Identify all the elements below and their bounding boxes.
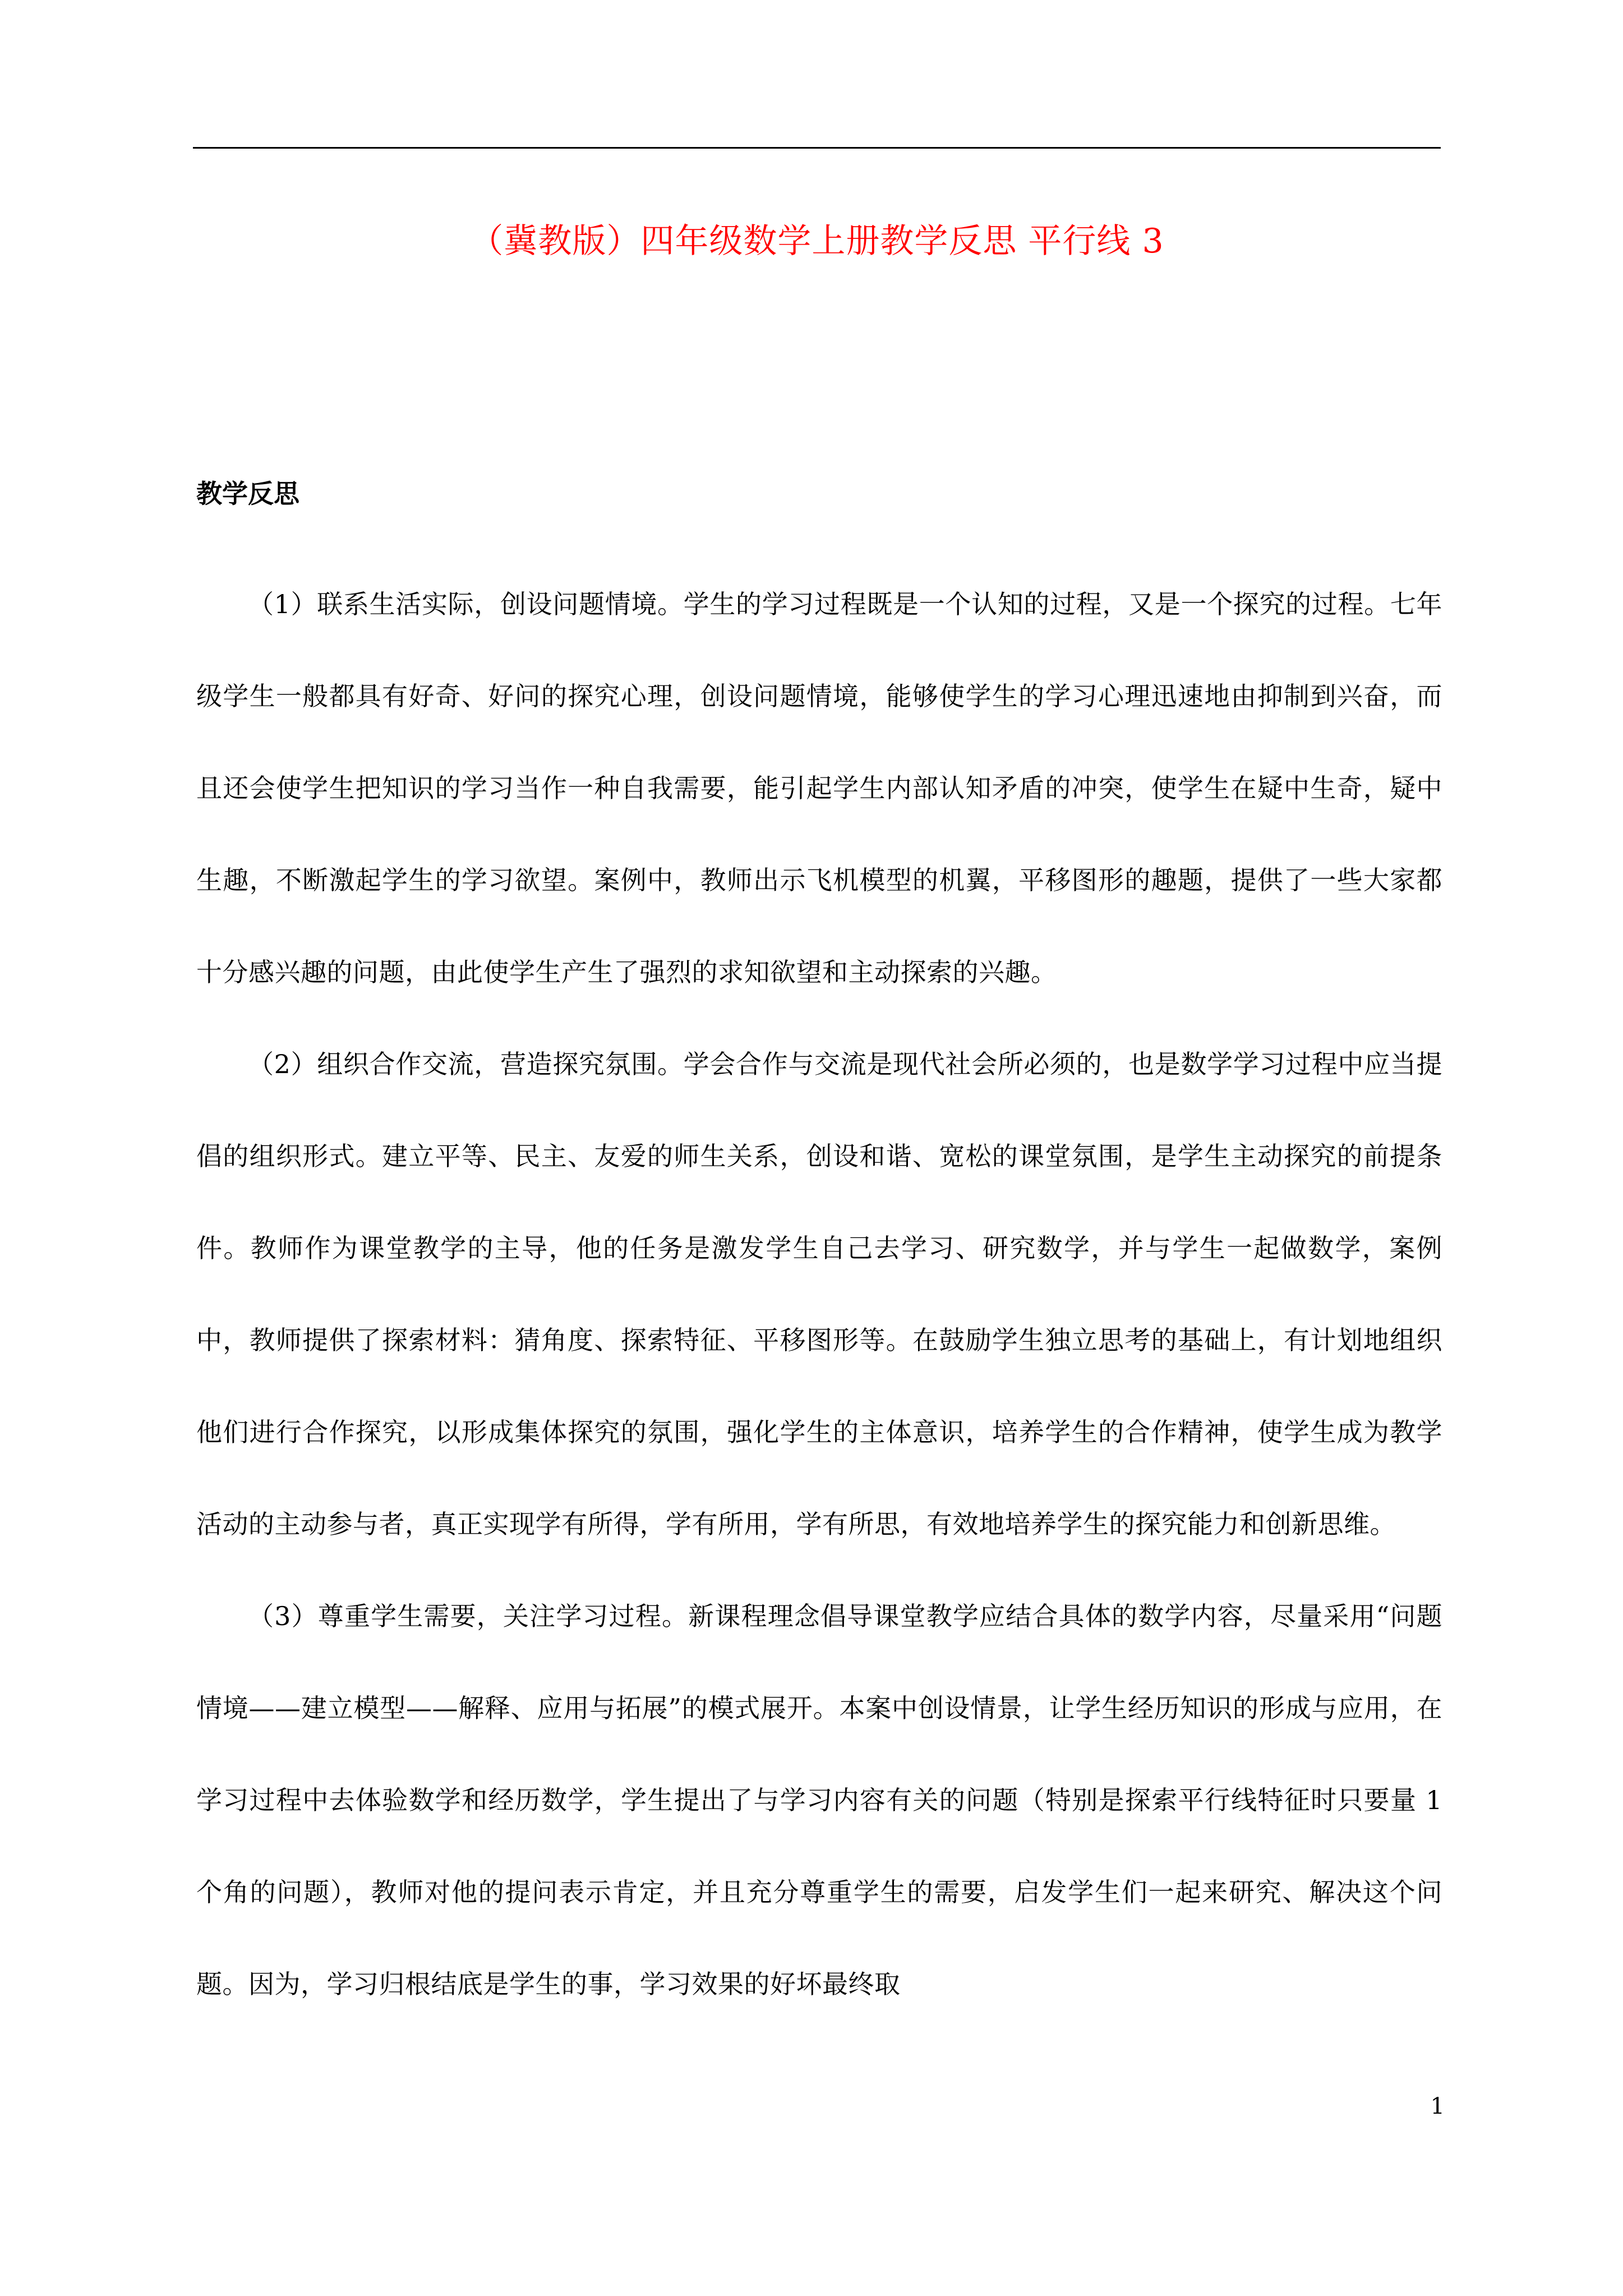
section-heading: 教学反思 — [196, 478, 299, 509]
header-rule — [193, 147, 1441, 149]
document-body — [196, 558, 1442, 2030]
page-number: 1 — [1430, 2093, 1445, 2119]
paragraph-3: （3）尊重学生需要，关注学习过程。新课程理念倡导课堂教学应结合具体的数学内容，尽量采用“问题情境——建立模型——解释、应用与拓展”的模式展开。本案中创设情景，让学生经历知识的形成与应用，在学习过程中去体验数学和经历数学，学生提出了与学习内容有关的问题（特别是探索平行线特征时只要量 1 个角的问题），教师对他的提问表示肯定，并且充分尊重学生的需要，启发学生们一起来研究、解决这个问题。因为，学习归根结底是学生的事，学习效果的好坏最终取 — [196, 1601, 1442, 1999]
document-title: （冀教版）四年级数学上册教学反思 平行线 3 — [469, 222, 1164, 261]
paragraph-2: （2）组织合作交流，营造探究氛围。学会合作与交流是现代社会所必须的，也是数学学习过程中应当提倡的组织形式。建立平等、民主、友爱的师生关系，创设和谐、宽松的课堂氛围，是学生主动探究的前提条件。教师作为课堂教学的主导，他的任务是激发学生自己去学习、研究数学，并与学生一起做数学，案例中，教师提供了探索材料：猜角度、探索特征、平移图形等。在鼓励学生独立思考的基础上，有计划地组织他们进行合作探究，以形成集体探究的氛围，强化学生的主体意识，培养学生的合作精神，使学生成为教学活动的主动参与者，真正实现学有所得，学有所用，学有所思，有效地培养学生的探究能力和创新思维。 — [196, 1049, 1442, 1539]
paragraph-1: （1）联系生活实际，创设问题情境。学生的学习过程既是一个认知的过程，又是一个探究的过程。七年级学生一般都具有好奇、好问的探究心理，创设问题情境，能够使学生的学习心理迅速地由抑制到兴奋，而且还会使学生把知识的学习当作一种自我需要，能引起学生内部认知矛盾的冲突，使学生在疑中生奇，疑中生趣，不断激起学生的学习欲望。案例中，教师出示飞机模型的机翼，平移图形的趣题，提供了一些大家都十分感兴趣的问题，由此使学生产生了强烈的求知欲望和主动探索的兴趣。 — [196, 589, 1442, 987]
